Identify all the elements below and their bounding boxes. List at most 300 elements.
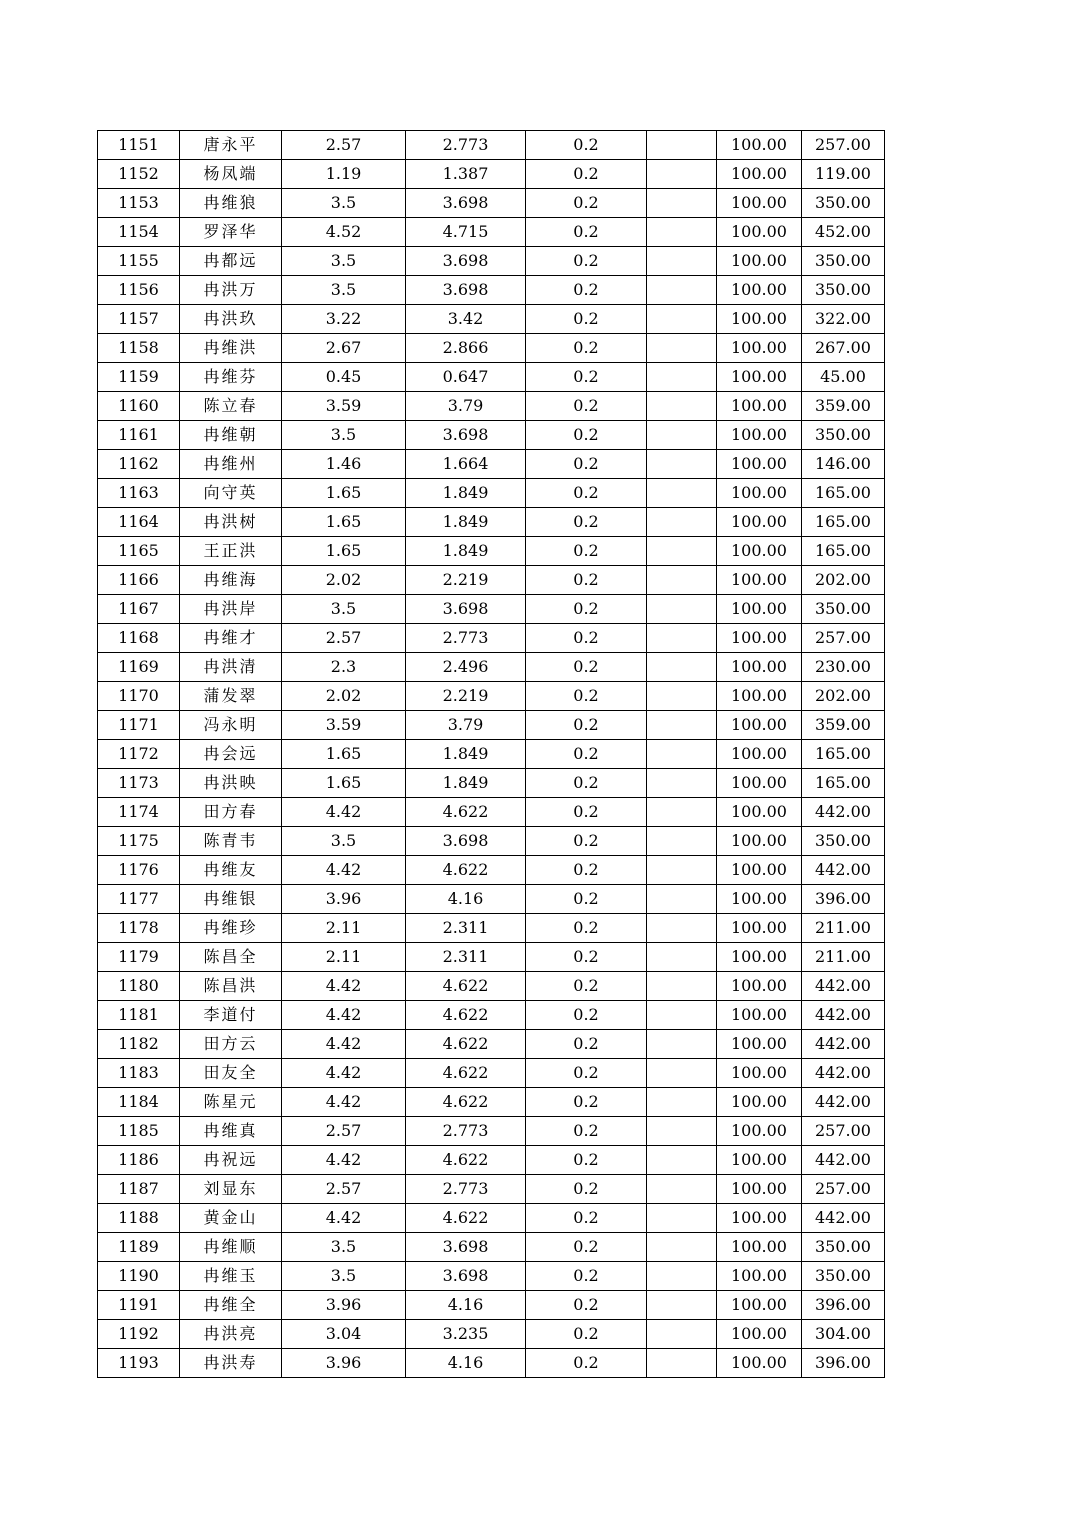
cell-total: 165.00 bbox=[802, 769, 885, 798]
table-row bbox=[98, 218, 885, 247]
cell-row-id: 1151 bbox=[98, 131, 180, 160]
data-table bbox=[97, 130, 885, 1378]
cell-value-a: 2.67 bbox=[282, 334, 406, 363]
cell-value-b: 1.664 bbox=[406, 450, 526, 479]
cell-value-b: 4.622 bbox=[406, 798, 526, 827]
cell-value-a: 3.96 bbox=[282, 1349, 406, 1378]
table-row bbox=[98, 421, 885, 450]
table-row bbox=[98, 595, 885, 624]
cell-total: 165.00 bbox=[802, 508, 885, 537]
cell-blank bbox=[647, 827, 717, 856]
cell-row-id: 1153 bbox=[98, 189, 180, 218]
cell-name: 冉维才 bbox=[180, 624, 282, 653]
cell-blank bbox=[647, 1030, 717, 1059]
cell-row-id: 1188 bbox=[98, 1204, 180, 1233]
cell-name: 冉洪万 bbox=[180, 276, 282, 305]
cell-value-b: 3.698 bbox=[406, 276, 526, 305]
table-row bbox=[98, 450, 885, 479]
table-row bbox=[98, 1349, 885, 1378]
table-row bbox=[98, 247, 885, 276]
cell-base: 100.00 bbox=[717, 1001, 802, 1030]
cell-base: 100.00 bbox=[717, 798, 802, 827]
cell-row-id: 1164 bbox=[98, 508, 180, 537]
table-row bbox=[98, 711, 885, 740]
table-body bbox=[98, 131, 885, 1378]
cell-row-id: 1177 bbox=[98, 885, 180, 914]
table-row bbox=[98, 798, 885, 827]
table-row bbox=[98, 1291, 885, 1320]
cell-blank bbox=[647, 740, 717, 769]
cell-ratio: 0.2 bbox=[526, 972, 647, 1001]
cell-blank bbox=[647, 769, 717, 798]
cell-value-b: 3.698 bbox=[406, 421, 526, 450]
cell-total: 304.00 bbox=[802, 1320, 885, 1349]
table-row bbox=[98, 740, 885, 769]
cell-row-id: 1192 bbox=[98, 1320, 180, 1349]
cell-value-a: 1.65 bbox=[282, 740, 406, 769]
table-row bbox=[98, 1262, 885, 1291]
cell-value-b: 4.16 bbox=[406, 1349, 526, 1378]
cell-value-a: 4.42 bbox=[282, 1146, 406, 1175]
cell-value-b: 3.698 bbox=[406, 1262, 526, 1291]
cell-row-id: 1186 bbox=[98, 1146, 180, 1175]
cell-name: 冉洪玖 bbox=[180, 305, 282, 334]
cell-ratio: 0.2 bbox=[526, 421, 647, 450]
cell-ratio: 0.2 bbox=[526, 1117, 647, 1146]
cell-total: 350.00 bbox=[802, 276, 885, 305]
cell-value-b: 4.622 bbox=[406, 1204, 526, 1233]
cell-base: 100.00 bbox=[717, 276, 802, 305]
table-row bbox=[98, 885, 885, 914]
cell-total: 257.00 bbox=[802, 1175, 885, 1204]
cell-total: 211.00 bbox=[802, 914, 885, 943]
cell-value-a: 2.02 bbox=[282, 682, 406, 711]
cell-ratio: 0.2 bbox=[526, 1146, 647, 1175]
cell-blank bbox=[647, 1117, 717, 1146]
cell-blank bbox=[647, 1088, 717, 1117]
table-row bbox=[98, 1001, 885, 1030]
cell-name: 冉维珍 bbox=[180, 914, 282, 943]
cell-ratio: 0.2 bbox=[526, 1175, 647, 1204]
cell-base: 100.00 bbox=[717, 131, 802, 160]
cell-row-id: 1162 bbox=[98, 450, 180, 479]
cell-name: 冉维狼 bbox=[180, 189, 282, 218]
table-row bbox=[98, 276, 885, 305]
cell-ratio: 0.2 bbox=[526, 798, 647, 827]
cell-blank bbox=[647, 1233, 717, 1262]
cell-name: 冉维友 bbox=[180, 856, 282, 885]
cell-value-b: 2.773 bbox=[406, 1175, 526, 1204]
cell-ratio: 0.2 bbox=[526, 450, 647, 479]
cell-base: 100.00 bbox=[717, 189, 802, 218]
cell-total: 257.00 bbox=[802, 1117, 885, 1146]
cell-value-b: 3.79 bbox=[406, 711, 526, 740]
cell-base: 100.00 bbox=[717, 682, 802, 711]
cell-base: 100.00 bbox=[717, 450, 802, 479]
cell-blank bbox=[647, 711, 717, 740]
cell-total: 350.00 bbox=[802, 247, 885, 276]
cell-base: 100.00 bbox=[717, 1117, 802, 1146]
cell-value-a: 3.5 bbox=[282, 827, 406, 856]
cell-ratio: 0.2 bbox=[526, 711, 647, 740]
cell-value-b: 3.235 bbox=[406, 1320, 526, 1349]
cell-blank bbox=[647, 1349, 717, 1378]
cell-blank bbox=[647, 218, 717, 247]
cell-name: 冉洪岸 bbox=[180, 595, 282, 624]
cell-base: 100.00 bbox=[717, 1059, 802, 1088]
cell-blank bbox=[647, 624, 717, 653]
cell-blank bbox=[647, 334, 717, 363]
cell-blank bbox=[647, 160, 717, 189]
table-row bbox=[98, 189, 885, 218]
cell-value-a: 3.96 bbox=[282, 885, 406, 914]
cell-name: 陈立春 bbox=[180, 392, 282, 421]
cell-blank bbox=[647, 1204, 717, 1233]
cell-total: 146.00 bbox=[802, 450, 885, 479]
cell-ratio: 0.2 bbox=[526, 624, 647, 653]
cell-ratio: 0.2 bbox=[526, 363, 647, 392]
cell-base: 100.00 bbox=[717, 1030, 802, 1059]
table-row bbox=[98, 479, 885, 508]
cell-total: 442.00 bbox=[802, 1146, 885, 1175]
cell-base: 100.00 bbox=[717, 363, 802, 392]
cell-row-id: 1178 bbox=[98, 914, 180, 943]
table-row bbox=[98, 1320, 885, 1349]
cell-name: 陈青韦 bbox=[180, 827, 282, 856]
cell-base: 100.00 bbox=[717, 508, 802, 537]
cell-value-b: 2.773 bbox=[406, 1117, 526, 1146]
cell-ratio: 0.2 bbox=[526, 1204, 647, 1233]
cell-value-a: 1.65 bbox=[282, 537, 406, 566]
cell-value-b: 4.16 bbox=[406, 1291, 526, 1320]
cell-total: 350.00 bbox=[802, 1233, 885, 1262]
cell-ratio: 0.2 bbox=[526, 276, 647, 305]
cell-blank bbox=[647, 363, 717, 392]
cell-value-a: 3.59 bbox=[282, 392, 406, 421]
cell-value-b: 3.698 bbox=[406, 1233, 526, 1262]
cell-value-a: 2.57 bbox=[282, 624, 406, 653]
cell-value-a: 3.5 bbox=[282, 421, 406, 450]
table-row bbox=[98, 827, 885, 856]
cell-name: 冉祝远 bbox=[180, 1146, 282, 1175]
cell-value-a: 2.02 bbox=[282, 566, 406, 595]
cell-total: 442.00 bbox=[802, 1059, 885, 1088]
cell-row-id: 1191 bbox=[98, 1291, 180, 1320]
cell-value-a: 3.5 bbox=[282, 276, 406, 305]
cell-row-id: 1154 bbox=[98, 218, 180, 247]
cell-ratio: 0.2 bbox=[526, 1088, 647, 1117]
cell-base: 100.00 bbox=[717, 1175, 802, 1204]
cell-row-id: 1183 bbox=[98, 1059, 180, 1088]
cell-row-id: 1187 bbox=[98, 1175, 180, 1204]
cell-row-id: 1179 bbox=[98, 943, 180, 972]
cell-blank bbox=[647, 595, 717, 624]
cell-blank bbox=[647, 189, 717, 218]
cell-ratio: 0.2 bbox=[526, 595, 647, 624]
cell-value-a: 2.57 bbox=[282, 131, 406, 160]
cell-row-id: 1169 bbox=[98, 653, 180, 682]
cell-name: 冉洪清 bbox=[180, 653, 282, 682]
cell-blank bbox=[647, 943, 717, 972]
cell-name: 向守英 bbox=[180, 479, 282, 508]
cell-name: 冉维银 bbox=[180, 885, 282, 914]
table-row bbox=[98, 856, 885, 885]
cell-row-id: 1189 bbox=[98, 1233, 180, 1262]
cell-ratio: 0.2 bbox=[526, 189, 647, 218]
cell-total: 230.00 bbox=[802, 653, 885, 682]
cell-value-a: 4.42 bbox=[282, 1204, 406, 1233]
cell-base: 100.00 bbox=[717, 624, 802, 653]
table-row bbox=[98, 508, 885, 537]
cell-name: 冉维真 bbox=[180, 1117, 282, 1146]
cell-total: 359.00 bbox=[802, 711, 885, 740]
cell-ratio: 0.2 bbox=[526, 1320, 647, 1349]
cell-value-b: 3.42 bbox=[406, 305, 526, 334]
cell-blank bbox=[647, 1175, 717, 1204]
cell-name: 冯永明 bbox=[180, 711, 282, 740]
cell-base: 100.00 bbox=[717, 334, 802, 363]
cell-value-b: 3.79 bbox=[406, 392, 526, 421]
table-row bbox=[98, 566, 885, 595]
cell-base: 100.00 bbox=[717, 972, 802, 1001]
cell-ratio: 0.2 bbox=[526, 653, 647, 682]
cell-blank bbox=[647, 1001, 717, 1030]
cell-value-b: 3.698 bbox=[406, 247, 526, 276]
cell-base: 100.00 bbox=[717, 218, 802, 247]
cell-value-b: 2.219 bbox=[406, 682, 526, 711]
cell-base: 100.00 bbox=[717, 740, 802, 769]
cell-ratio: 0.2 bbox=[526, 827, 647, 856]
cell-value-b: 4.622 bbox=[406, 1001, 526, 1030]
cell-row-id: 1159 bbox=[98, 363, 180, 392]
cell-blank bbox=[647, 914, 717, 943]
cell-row-id: 1166 bbox=[98, 566, 180, 595]
cell-row-id: 1185 bbox=[98, 1117, 180, 1146]
cell-total: 257.00 bbox=[802, 131, 885, 160]
cell-value-a: 3.5 bbox=[282, 595, 406, 624]
cell-value-a: 4.42 bbox=[282, 1088, 406, 1117]
cell-total: 442.00 bbox=[802, 1030, 885, 1059]
cell-blank bbox=[647, 1291, 717, 1320]
cell-value-a: 2.57 bbox=[282, 1175, 406, 1204]
cell-value-b: 1.849 bbox=[406, 537, 526, 566]
cell-blank bbox=[647, 392, 717, 421]
cell-row-id: 1176 bbox=[98, 856, 180, 885]
table-row bbox=[98, 363, 885, 392]
cell-name: 王正洪 bbox=[180, 537, 282, 566]
cell-value-a: 1.19 bbox=[282, 160, 406, 189]
cell-total: 165.00 bbox=[802, 479, 885, 508]
cell-base: 100.00 bbox=[717, 160, 802, 189]
cell-name: 田友全 bbox=[180, 1059, 282, 1088]
table-row bbox=[98, 653, 885, 682]
cell-row-id: 1193 bbox=[98, 1349, 180, 1378]
cell-name: 陈星元 bbox=[180, 1088, 282, 1117]
cell-value-a: 4.42 bbox=[282, 1001, 406, 1030]
table-row bbox=[98, 1117, 885, 1146]
cell-value-a: 3.04 bbox=[282, 1320, 406, 1349]
cell-ratio: 0.2 bbox=[526, 508, 647, 537]
cell-blank bbox=[647, 450, 717, 479]
cell-row-id: 1158 bbox=[98, 334, 180, 363]
cell-value-b: 2.773 bbox=[406, 624, 526, 653]
cell-blank bbox=[647, 1059, 717, 1088]
cell-value-a: 2.3 bbox=[282, 653, 406, 682]
cell-value-b: 2.496 bbox=[406, 653, 526, 682]
cell-base: 100.00 bbox=[717, 392, 802, 421]
cell-ratio: 0.2 bbox=[526, 885, 647, 914]
table-row bbox=[98, 914, 885, 943]
cell-base: 100.00 bbox=[717, 247, 802, 276]
cell-blank bbox=[647, 537, 717, 566]
cell-value-b: 1.387 bbox=[406, 160, 526, 189]
cell-total: 267.00 bbox=[802, 334, 885, 363]
cell-base: 100.00 bbox=[717, 769, 802, 798]
cell-total: 442.00 bbox=[802, 1001, 885, 1030]
cell-base: 100.00 bbox=[717, 1088, 802, 1117]
cell-value-b: 4.622 bbox=[406, 1030, 526, 1059]
cell-value-b: 2.311 bbox=[406, 943, 526, 972]
cell-blank bbox=[647, 508, 717, 537]
cell-value-a: 2.11 bbox=[282, 943, 406, 972]
cell-name: 唐永平 bbox=[180, 131, 282, 160]
cell-total: 396.00 bbox=[802, 1291, 885, 1320]
cell-value-b: 4.622 bbox=[406, 856, 526, 885]
cell-ratio: 0.2 bbox=[526, 914, 647, 943]
cell-name: 冉维玉 bbox=[180, 1262, 282, 1291]
cell-value-b: 1.849 bbox=[406, 479, 526, 508]
cell-base: 100.00 bbox=[717, 595, 802, 624]
cell-row-id: 1175 bbox=[98, 827, 180, 856]
cell-value-a: 3.5 bbox=[282, 189, 406, 218]
cell-name: 冉维全 bbox=[180, 1291, 282, 1320]
cell-blank bbox=[647, 972, 717, 1001]
cell-value-a: 3.5 bbox=[282, 1233, 406, 1262]
cell-base: 100.00 bbox=[717, 1349, 802, 1378]
cell-base: 100.00 bbox=[717, 1291, 802, 1320]
table-row bbox=[98, 537, 885, 566]
cell-ratio: 0.2 bbox=[526, 566, 647, 595]
cell-value-b: 4.622 bbox=[406, 1088, 526, 1117]
cell-value-b: 2.219 bbox=[406, 566, 526, 595]
cell-name: 刘显东 bbox=[180, 1175, 282, 1204]
cell-base: 100.00 bbox=[717, 1146, 802, 1175]
cell-value-b: 4.622 bbox=[406, 1146, 526, 1175]
cell-base: 100.00 bbox=[717, 1204, 802, 1233]
cell-row-id: 1160 bbox=[98, 392, 180, 421]
cell-row-id: 1182 bbox=[98, 1030, 180, 1059]
cell-value-b: 2.311 bbox=[406, 914, 526, 943]
cell-base: 100.00 bbox=[717, 653, 802, 682]
cell-row-id: 1170 bbox=[98, 682, 180, 711]
cell-value-a: 4.42 bbox=[282, 856, 406, 885]
cell-base: 100.00 bbox=[717, 827, 802, 856]
cell-total: 165.00 bbox=[802, 537, 885, 566]
cell-name: 冉会远 bbox=[180, 740, 282, 769]
cell-row-id: 1167 bbox=[98, 595, 180, 624]
cell-value-a: 1.65 bbox=[282, 508, 406, 537]
table-row bbox=[98, 1088, 885, 1117]
cell-value-a: 1.46 bbox=[282, 450, 406, 479]
cell-blank bbox=[647, 421, 717, 450]
cell-ratio: 0.2 bbox=[526, 1233, 647, 1262]
cell-blank bbox=[647, 682, 717, 711]
cell-value-a: 3.96 bbox=[282, 1291, 406, 1320]
cell-total: 396.00 bbox=[802, 885, 885, 914]
cell-ratio: 0.2 bbox=[526, 1059, 647, 1088]
table-row bbox=[98, 1030, 885, 1059]
cell-ratio: 0.2 bbox=[526, 537, 647, 566]
cell-value-a: 1.65 bbox=[282, 479, 406, 508]
cell-total: 165.00 bbox=[802, 740, 885, 769]
cell-blank bbox=[647, 798, 717, 827]
cell-blank bbox=[647, 1146, 717, 1175]
cell-total: 452.00 bbox=[802, 218, 885, 247]
cell-name: 黄金山 bbox=[180, 1204, 282, 1233]
cell-value-a: 3.5 bbox=[282, 247, 406, 276]
cell-base: 100.00 bbox=[717, 421, 802, 450]
cell-ratio: 0.2 bbox=[526, 247, 647, 276]
cell-ratio: 0.2 bbox=[526, 1349, 647, 1378]
cell-ratio: 0.2 bbox=[526, 943, 647, 972]
cell-total: 119.00 bbox=[802, 160, 885, 189]
cell-ratio: 0.2 bbox=[526, 1030, 647, 1059]
table-row bbox=[98, 682, 885, 711]
table-row bbox=[98, 1146, 885, 1175]
cell-name: 冉维海 bbox=[180, 566, 282, 595]
cell-row-id: 1155 bbox=[98, 247, 180, 276]
cell-value-b: 3.698 bbox=[406, 595, 526, 624]
cell-total: 202.00 bbox=[802, 682, 885, 711]
cell-ratio: 0.2 bbox=[526, 856, 647, 885]
cell-name: 冉洪树 bbox=[180, 508, 282, 537]
cell-ratio: 0.2 bbox=[526, 682, 647, 711]
cell-row-id: 1173 bbox=[98, 769, 180, 798]
cell-value-a: 0.45 bbox=[282, 363, 406, 392]
cell-blank bbox=[647, 856, 717, 885]
cell-ratio: 0.2 bbox=[526, 305, 647, 334]
cell-row-id: 1181 bbox=[98, 1001, 180, 1030]
cell-blank bbox=[647, 566, 717, 595]
cell-base: 100.00 bbox=[717, 914, 802, 943]
cell-name: 田方云 bbox=[180, 1030, 282, 1059]
cell-total: 350.00 bbox=[802, 595, 885, 624]
cell-ratio: 0.2 bbox=[526, 392, 647, 421]
cell-value-b: 4.16 bbox=[406, 885, 526, 914]
cell-name: 冉维洪 bbox=[180, 334, 282, 363]
cell-value-a: 4.42 bbox=[282, 798, 406, 827]
cell-blank bbox=[647, 1320, 717, 1349]
table-row bbox=[98, 334, 885, 363]
cell-ratio: 0.2 bbox=[526, 1291, 647, 1320]
table-row bbox=[98, 943, 885, 972]
table-row bbox=[98, 1233, 885, 1262]
cell-name: 田方春 bbox=[180, 798, 282, 827]
cell-blank bbox=[647, 247, 717, 276]
cell-base: 100.00 bbox=[717, 856, 802, 885]
cell-blank bbox=[647, 479, 717, 508]
cell-blank bbox=[647, 653, 717, 682]
cell-row-id: 1184 bbox=[98, 1088, 180, 1117]
cell-name: 陈昌洪 bbox=[180, 972, 282, 1001]
table-row bbox=[98, 392, 885, 421]
cell-total: 442.00 bbox=[802, 972, 885, 1001]
cell-base: 100.00 bbox=[717, 885, 802, 914]
cell-row-id: 1190 bbox=[98, 1262, 180, 1291]
cell-base: 100.00 bbox=[717, 537, 802, 566]
cell-base: 100.00 bbox=[717, 1320, 802, 1349]
cell-blank bbox=[647, 276, 717, 305]
